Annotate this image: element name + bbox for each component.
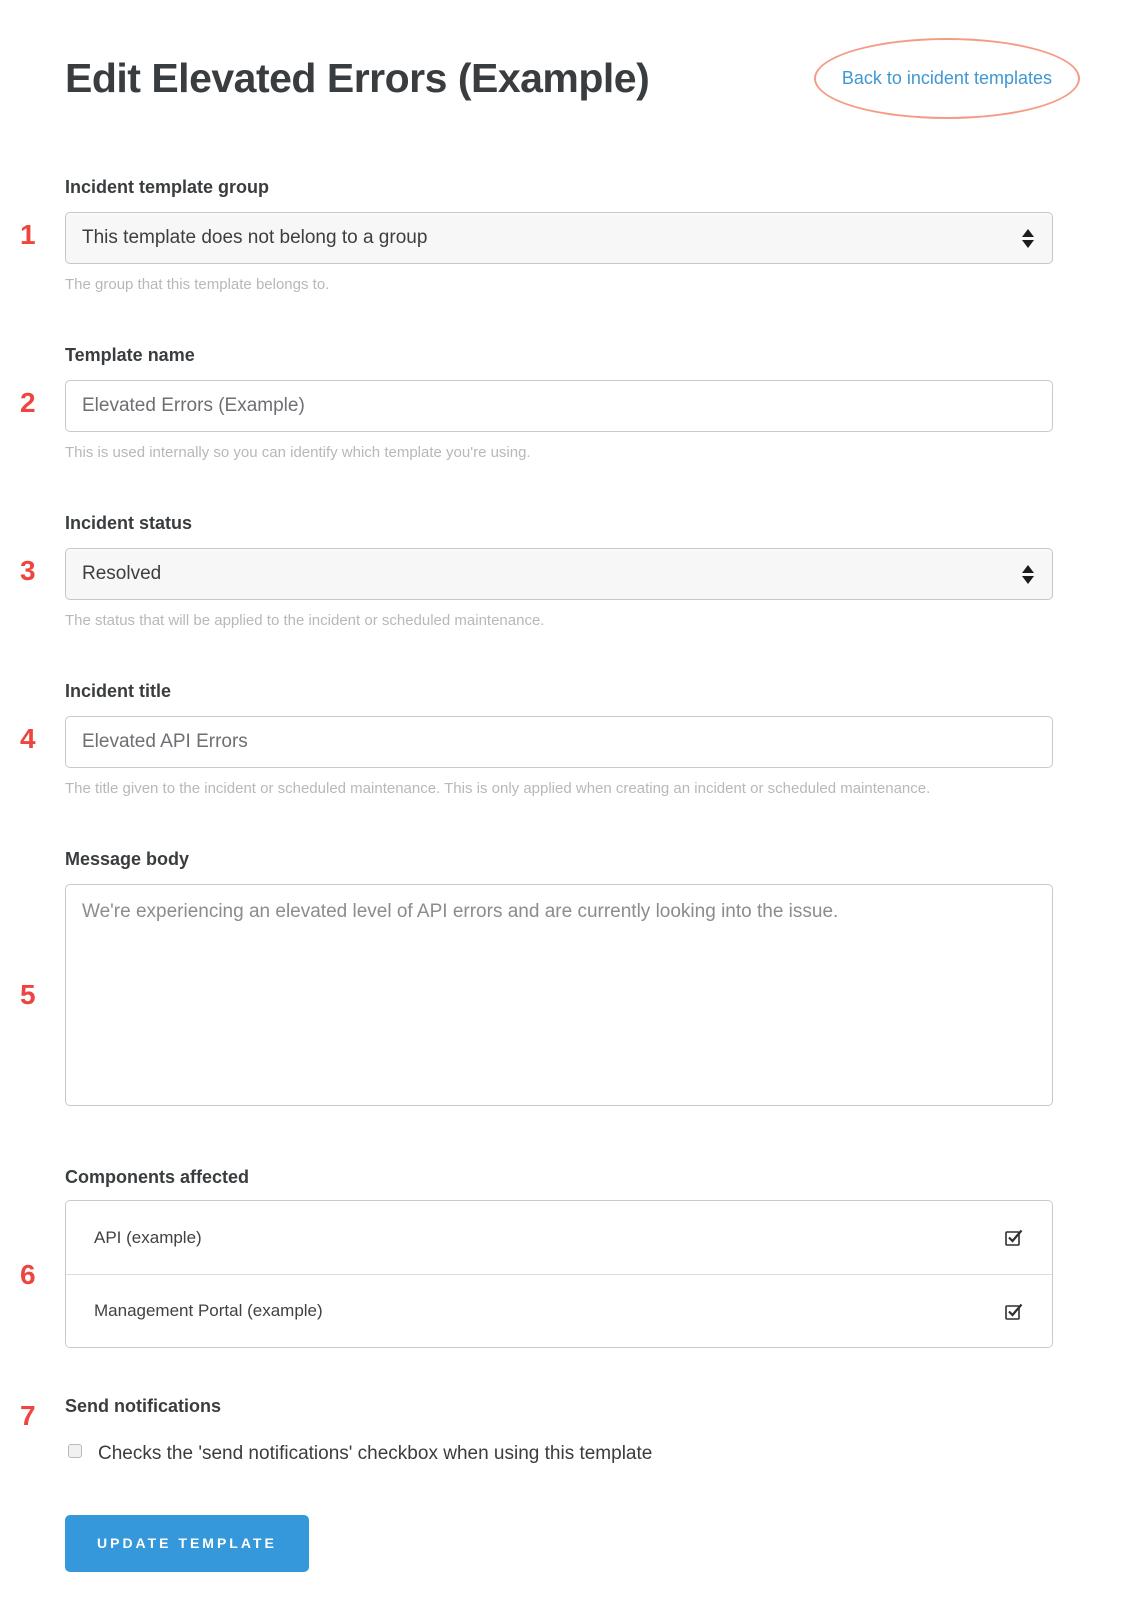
- annotation-number-2: 2: [20, 387, 36, 418]
- send-notifications-label: Send notifications: [65, 1396, 222, 1416]
- template-group-selected-value: This template does not belong to a group: [82, 227, 428, 248]
- incident-status-selected-value: Resolved: [82, 563, 162, 584]
- template-group-help: The group that this template belongs to.: [65, 276, 330, 293]
- annotation-number-3: 3: [20, 555, 36, 586]
- template-name-input[interactable]: [65, 380, 1053, 432]
- incident-title-help: The title given to the incident or scheduled maintenance. This is only applied when creating an incident or scheduled maintenance.: [65, 780, 931, 797]
- send-notifications-checkbox[interactable]: [68, 1444, 82, 1458]
- select-arrows-icon: [1022, 229, 1034, 248]
- incident-title-section: [20, 681, 1053, 797]
- incident-status-section: [20, 513, 1053, 629]
- components-affected-section: [20, 1167, 1053, 1348]
- component-row-management-portal[interactable]: [66, 1274, 1052, 1347]
- components-affected-label: Components affected: [65, 1167, 250, 1187]
- component-row-api[interactable]: [66, 1201, 1052, 1274]
- message-body-textarea[interactable]: [65, 884, 1053, 1106]
- page-header: [65, 38, 1053, 119]
- incident-status-help: The status that will be applied to the incident or scheduled maintenance.: [65, 612, 545, 629]
- template-group-select[interactable]: [65, 212, 1053, 264]
- page-title: Edit Elevated Errors (Example): [65, 55, 650, 101]
- components-list: [65, 1200, 1053, 1348]
- annotation-number-5: 5: [20, 979, 36, 1010]
- annotation-number-6: 6: [20, 1259, 36, 1290]
- checked-checkbox-icon[interactable]: [1005, 1228, 1024, 1247]
- annotation-number-4: 4: [20, 723, 36, 754]
- template-name-help: This is used internally so you can identify which template you're using.: [65, 444, 531, 461]
- message-body-section: [20, 849, 1053, 1111]
- template-group-section: [20, 177, 1053, 293]
- checked-checkbox-icon[interactable]: [1005, 1302, 1024, 1321]
- back-to-incident-templates-link[interactable]: Back to incident templates: [841, 68, 1052, 88]
- update-template-button[interactable]: UPDATE TEMPLATE: [65, 1515, 309, 1572]
- incident-status-select[interactable]: [65, 548, 1053, 600]
- component-name: API (example): [94, 1227, 202, 1247]
- template-name-label: Template name: [65, 345, 195, 365]
- incident-title-input[interactable]: [65, 716, 1053, 768]
- component-name: Management Portal (example): [94, 1301, 323, 1320]
- message-body-label: Message body: [65, 849, 190, 869]
- send-notifications-checkbox-row[interactable]: [65, 1443, 1053, 1465]
- template-group-label: Incident template group: [65, 177, 270, 197]
- send-notifications-section: [20, 1396, 1053, 1465]
- send-notifications-checkbox-label: Checks the 'send notifications' checkbox when using this template: [98, 1443, 653, 1464]
- incident-title-label: Incident title: [65, 681, 172, 701]
- select-arrows-icon: [1022, 565, 1034, 584]
- incident-status-label: Incident status: [65, 513, 193, 533]
- annotation-number-1: 1: [20, 219, 36, 250]
- template-name-section: [20, 345, 1053, 461]
- annotation-number-7: 7: [20, 1400, 36, 1431]
- annotation-ellipse: [814, 38, 1080, 119]
